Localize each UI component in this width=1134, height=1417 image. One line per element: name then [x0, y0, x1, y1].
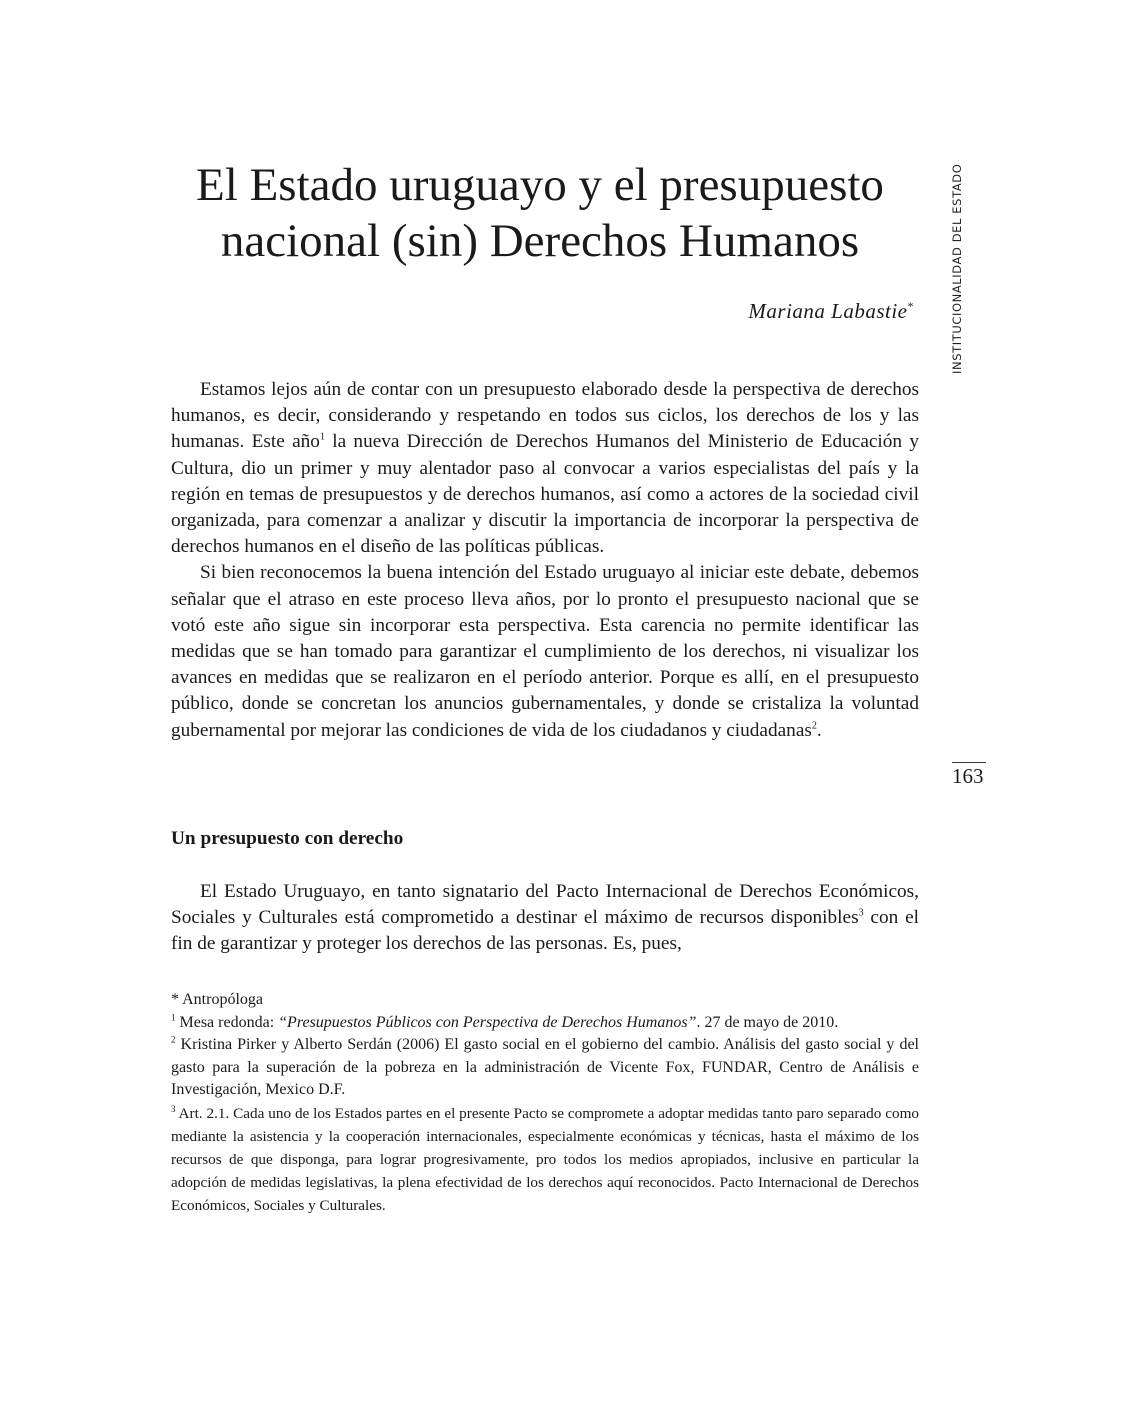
footnote-1-text-b: . 27 de mayo de 2010.	[696, 1013, 839, 1031]
paragraph-3	[171, 879, 919, 958]
footnote-1-title: “Presupuestos Públicos con Perspectiva de Derechos Humanos”	[278, 1013, 697, 1031]
footnote-1-text-a: Mesa redonda:	[175, 1013, 279, 1031]
title-line-2: nacional (sin) Derechos Humanos	[220, 215, 860, 267]
paragraph-1	[171, 377, 919, 560]
footnote-1-number: 1	[171, 1012, 176, 1023]
paragraph-3-text-b: con el fin de garantizar y proteger los derechos de las personas. Es, pues,	[171, 907, 919, 955]
body-block-section	[171, 879, 919, 958]
footnotes	[171, 989, 919, 1217]
author-name: Mariana Labastie	[748, 299, 908, 323]
footnote-author: * Antropóloga	[171, 991, 263, 1008]
footnote-2-number: 2	[171, 1034, 176, 1045]
paragraph-2	[171, 560, 919, 743]
footnote-2-text: Kristina Pirker y Alberto Serdán (2006) El gasto social en el gobierno del cambio. Análisis del gasto social y del gasto para la superación de la pobreza en la administración de Vicente Fox, FUNDAR, Centro de Análisis e Investigación, Mexico D.F.	[171, 1036, 919, 1098]
paragraph-3-text-a: El Estado Uruguayo, en tanto signatario del Pacto Internacional de Derechos Económicos, Sociales y Culturales está comprometido a destinar el máximo de recursos disponibles	[171, 881, 919, 929]
footnote-3-number: 3	[171, 1103, 176, 1114]
footnote-2	[171, 1034, 919, 1102]
footnote-ref-1: 1	[319, 431, 325, 443]
footnote-1	[171, 1012, 919, 1035]
body-block-intro	[171, 377, 919, 744]
title-line-1: El Estado uruguayo y el presupuesto	[196, 159, 884, 211]
footnote-ref-2: 2	[811, 720, 817, 732]
paragraph-1-text-b: la nueva Dirección de Derechos Humanos del Ministerio de Educación y Cultura, dio un primer y muy alentador paso al convocar a varios especialistas del país y la región en temas de presupuestos y de derechos humanos, así como a actores de la sociedad civil organizada, para comenzar a analizar y discutir la importancia de incorporar la perspectiva de derechos humanos en el diseño de las políticas públicas.	[171, 431, 919, 558]
page-number-rule	[952, 762, 986, 763]
footnote-ref-3: 3	[858, 907, 864, 919]
author-footnote-mark: *	[907, 299, 914, 313]
section-heading: Un presupuesto con derecho	[171, 828, 404, 849]
footnote-3	[171, 1102, 919, 1217]
page-number: 163	[952, 764, 984, 788]
paragraph-2-text-b: .	[816, 719, 822, 741]
paragraph-2-text-a: Si bien reconocemos la buena intención del Estado uruguayo al iniciar este debate, debemos señalar que el atraso en este proceso lleva años, por lo pronto el presupuesto nacional que se votó este año sigue sin incorporar esta perspectiva. Esta carencia no permite identificar las medidas que se han tomado para garantizar el cumplimiento de los derechos, ni visualizar los avances en medidas que se realizaron en el período anterior. Porque es allí, en el presupuesto público, donde se concretan los anuncios gubernamentales, y donde se cristaliza la voluntad gubernamental por mejorar las condiciones de vida de los ciudadanos y ciudadanas	[171, 562, 919, 741]
section-side-label: INSTITUCIONALIDAD DEL ESTADO	[950, 163, 964, 374]
paragraph-1-text-a: Estamos lejos aún de contar con un presupuesto elaborado desde la perspectiva de derechos humanos, es decir, considerando y respetando en todos sus ciclos, los derechos de los y las humanas. Este año	[171, 379, 919, 453]
footnote-3-text: Art. 2.1. Cada uno de los Estados partes en el presente Pacto se compromete a adoptar medidas tanto paro separado como mediante la asistencia y la cooperación internacionales, especialmente económicas y técnicas, hasta el máximo de los recursos de que disponga, para lograr progresivamente, pro todos los medios apropiados, inclusive en particular la adopción de medidas legislativas, la plena efectividad de los derechos aquí reconocidos. Pacto Internacional de Derechos Económicos, Sociales y Culturales.	[171, 1104, 919, 1214]
page-title	[160, 157, 920, 269]
author-byline	[748, 299, 914, 324]
